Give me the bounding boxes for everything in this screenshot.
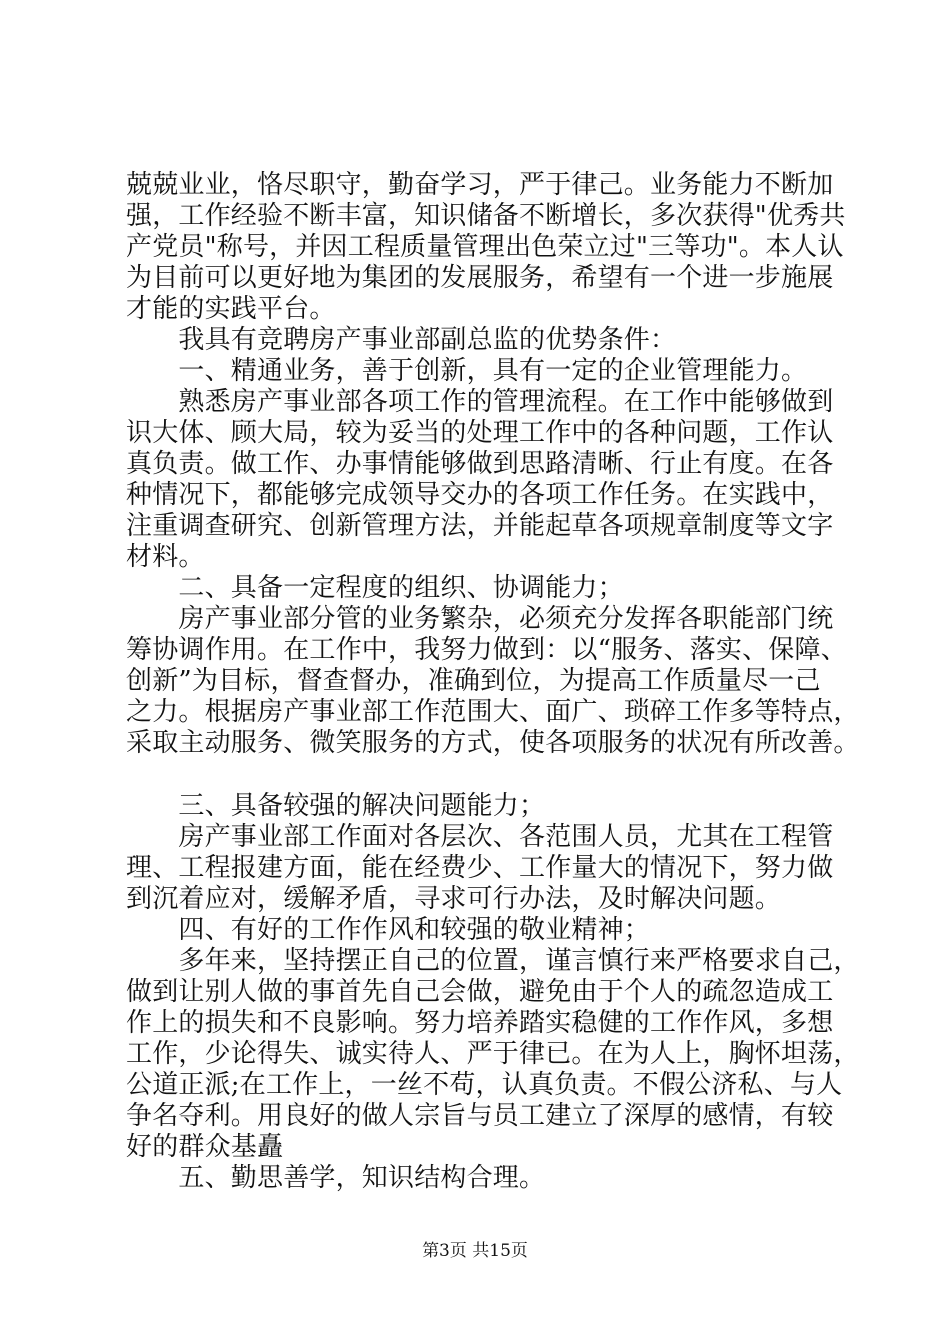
text-line: 做到让别人做的事首先自己会做，避免由于个人的疏忽造成工 bbox=[126, 977, 834, 1007]
document-body bbox=[126, 170, 860, 1194]
text-line: 之力。根据房产事业部工作范围大、面广、琐碎工作多等特点， bbox=[126, 697, 860, 727]
text-line: 强，工作经验不断丰富，知识储备不断增长，多次获得"优秀共 bbox=[126, 201, 846, 231]
text-line: 我具有竞聘房产事业部副总监的优势条件： bbox=[126, 325, 677, 355]
text-line: 种情况下，都能够完成领导交办的各项工作任务。在实践中， bbox=[126, 480, 834, 510]
text-line: 房产事业部工作面对各层次、各范围人员，尤其在工程管 bbox=[126, 822, 834, 852]
text-line: 多年来，坚持摆正自己的位置，谨言慎行来严格要求自己， bbox=[126, 946, 860, 976]
text-line: 兢兢业业，恪尽职守，勤奋学习，严于律己。业务能力不断加 bbox=[126, 170, 834, 200]
text-line: 产党员"称号，并因工程质量管理出色荣立过"三等功"。本人认 bbox=[126, 232, 844, 262]
text-line: 才能的实践平台。 bbox=[126, 294, 336, 324]
section-heading: 一、精通业务，善于创新，具有一定的企业管理能力。 bbox=[126, 356, 808, 386]
text-line: 注重调查研究、创新管理方法，并能起草各项规章制度等文字 bbox=[126, 511, 834, 541]
section-heading: 二、具备一定程度的组织、协调能力； bbox=[126, 573, 624, 603]
text-line: 公道正派;在工作上，一丝不苟，认真负责。不假公济私、与人 bbox=[126, 1070, 843, 1100]
page-number: 第3页 共15页 bbox=[422, 1241, 528, 1261]
text-line: 识大体、顾大局，较为妥当的处理工作中的各种问题，工作认 bbox=[126, 418, 834, 448]
text-line: 创新”为目标，督查督办，准确到位，为提高工作质量尽一己 bbox=[126, 666, 821, 696]
section-heading: 五、勤思善学，知识结构合理。 bbox=[126, 1163, 546, 1193]
text-line: 材料。 bbox=[126, 542, 205, 572]
text-line: 采取主动服务、微笑服务的方式，使各项服务的状况有所改善。 bbox=[126, 728, 860, 758]
text-line: 工作，少论得失、诚实待人、严于律已。在为人上，胸怀坦荡， bbox=[126, 1039, 860, 1069]
text-line: 作上的损失和不良影响。努力培养踏实稳健的工作作风，多想 bbox=[126, 1008, 834, 1038]
text-line: 熟悉房产事业部各项工作的管理流程。在工作中能够做到 bbox=[126, 387, 834, 417]
text-line: 筹协调作用。在工作中，我努力做到：以“服务、落实、保障、 bbox=[126, 635, 847, 665]
text-line: 到沉着应对，缓解矛盾，寻求可行办法，及时解决问题。 bbox=[126, 884, 782, 914]
text-line: 好的群众基矗 bbox=[126, 1132, 284, 1162]
text-line: 争名夺利。用良好的做人宗旨与员工建立了深厚的感情，有较 bbox=[126, 1101, 834, 1131]
section-heading: 四、有好的工作作风和较强的敬业精神； bbox=[126, 915, 651, 945]
section-heading: 三、具备较强的解决问题能力； bbox=[126, 791, 546, 821]
text-line: 真负责。做工作、办事情能够做到思路清晰、行止有度。在各 bbox=[126, 449, 834, 479]
text-line: 理、工程报建方面，能在经费少、工作量大的情况下，努力做 bbox=[126, 853, 834, 883]
blank-line bbox=[126, 759, 836, 791]
text-line: 为目前可以更好地为集团的发展服务，希望有一个进一步施展 bbox=[126, 263, 834, 293]
text-line: 房产事业部分管的业务繁杂，必须充分发挥各职能部门统 bbox=[126, 604, 834, 634]
